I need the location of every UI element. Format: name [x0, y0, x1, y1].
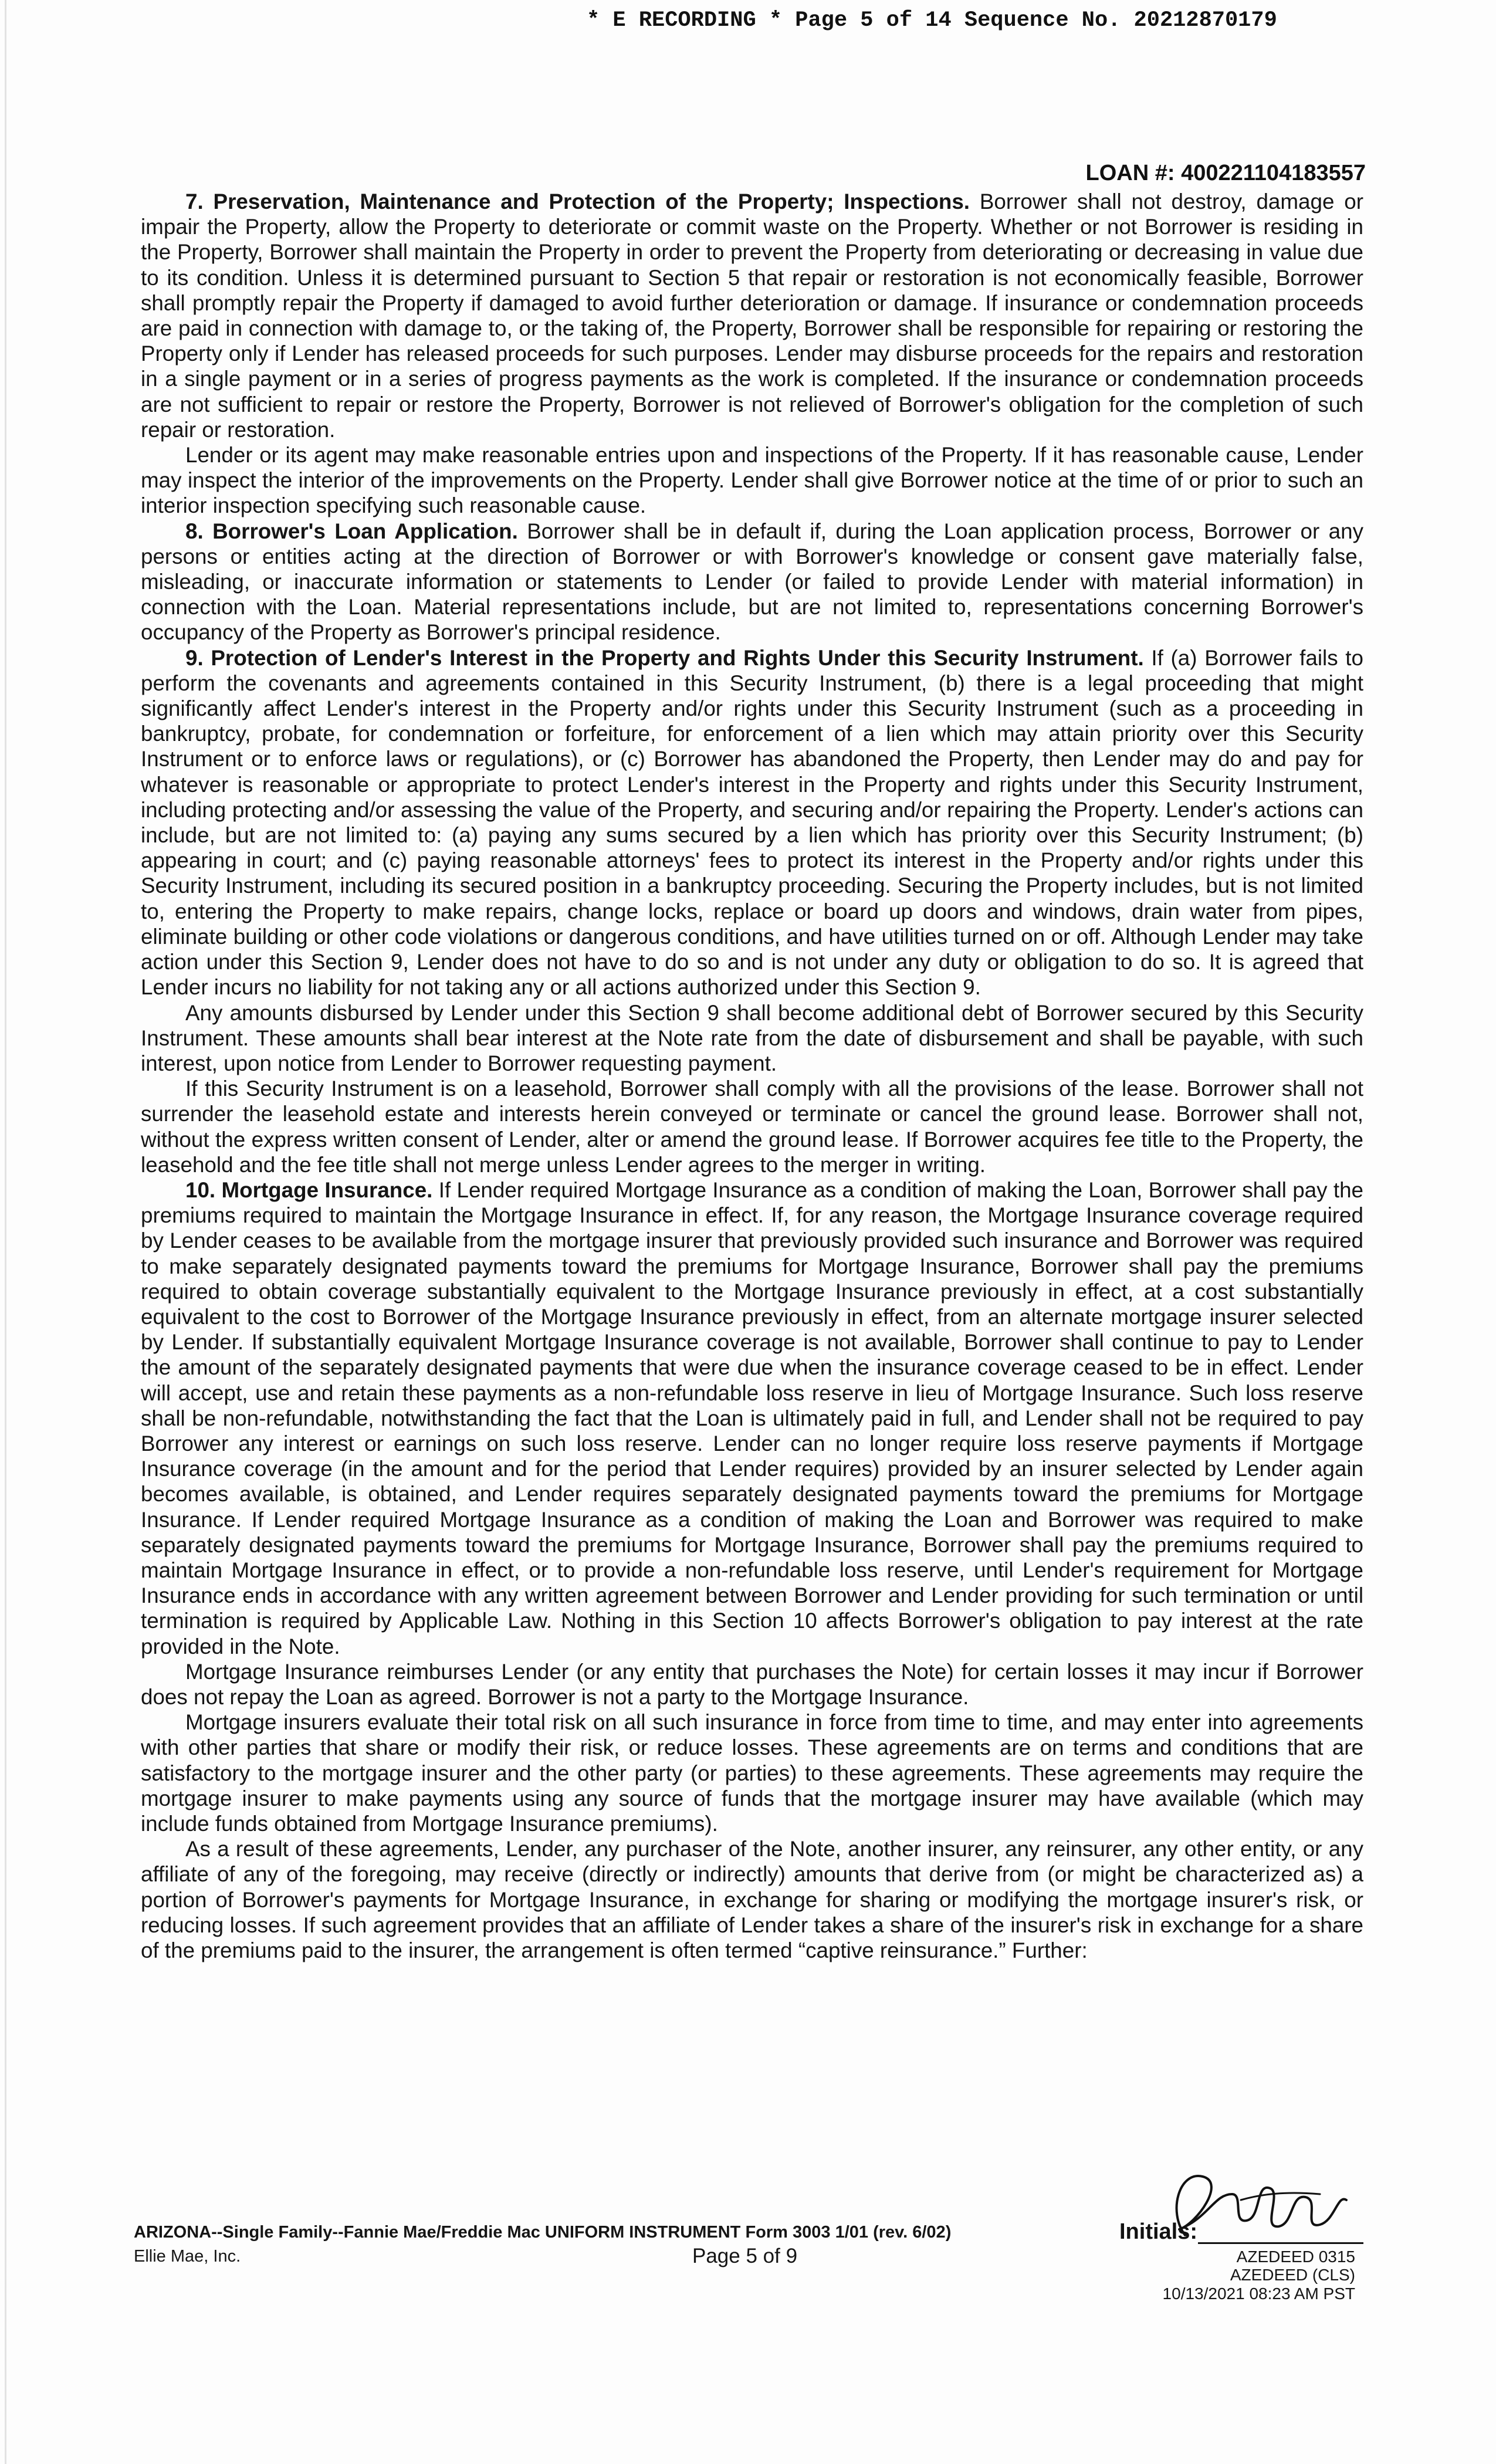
- section-8-paragraph: [141, 519, 1363, 645]
- signature-initials-image: [1144, 2159, 1367, 2247]
- section-9-paragraph-2: Any amounts disbursed by Lender under this Section 9 shall become additional debt of Borrower secured by this Security Instrument. These amounts shall bear interest at the Note rate from the date of disbursement and shall be payable, with such interest, upon notice from Lender to Borrower requesting payment.: [141, 1000, 1363, 1075]
- section-7-paragraph: [141, 189, 1363, 442]
- section-10-paragraph-4: As a result of these agreements, Lender, any purchaser of the Note, another insurer, any reinsurer, any other entity, or any affiliate of any of the foregoing, may receive (directly or indirectly) amounts that derive from (or might be characterized as) a portion of Borrower's payments for Mortgage Insurance, in exchange for sharing or modifying the mortgage insurer's risk, or reducing losses. If such agreement provides that an affiliate of Lender takes a share of the insurer's risk in exchange for a share of the premiums paid to the insurer, the arrangement is often termed “captive reinsurance.” Further:: [141, 1837, 1363, 1963]
- section-9-text: If (a) Borrower fails to perform the covenants and agreements contained in this Security Instrument, (b) there is a legal proceeding that might significantly affect Lender's interest in the Property and/or rights under this Security Instrument (such as a proceeding in bankruptcy, probate, for condemnation or forfeiture, for enforcement of a lien which may attain priority over this Security Instrument or to enforce laws or regulations), or (c) Borrower has abandoned the Property, then Lender may do and pay for whatever is reasonable or appropriate to protect Lender's interest in the Property and rights under this Security Instrument, including protecting and/or assessing the value of the Property, and securing and/or repairing the Property. Lender's actions can include, but are not limited to: (a) paying any sums secured by a lien which has priority over this Security Instrument; (b) appearing in court; and (c) paying reasonable attorneys' fees to protect its interest in the Property and/or rights under this Security Instrument, including its secured position in a bankruptcy proceeding. Securing the Property includes, but is not limited to, entering the Property to make repairs, change locks, replace or board up doors and windows, drain water from pipes, eliminate building or other code violations or dangerous conditions, and have utilities turned on or off. Although Lender may take action under this Section 9, Lender does not have to do so and is not under any duty or obligation to do so. It is agreed that Lender incurs no liability for not taking any or all actions authorized under this Section 9.: [141, 645, 1363, 1000]
- section-10-paragraph-3: Mortgage insurers evaluate their total risk on all such insurance in force from time to time, and may enter into agreements with other parties that share or modify their risk, or reduce losses. These agreements are on terms and conditions that are satisfactory to the mortgage insurer and the other party (or parties) to these agreements. These agreements may require the mortgage insurer to make payments using any source of funds that the mortgage insurer may have available (which may include funds obtained from Mortgage Insurance premiums).: [141, 1710, 1363, 1836]
- initials-label: Initials:: [1119, 2219, 1198, 2244]
- initials-signature-line: [1198, 2242, 1363, 2244]
- section-9-paragraph: [141, 645, 1363, 1000]
- loan-number: LOAN #: 400221104183557: [1085, 161, 1366, 185]
- doc-code-2: AZEDEED (CLS): [1230, 2266, 1355, 2284]
- section-9-heading: 9. Protection of Lender's Interest in the Property and Rights Under this Security Instrument.: [185, 645, 1144, 670]
- section-7-heading: 7. Preservation, Maintenance and Protection of the Property; Inspections.: [185, 189, 970, 214]
- scan-edge-rule: [5, 0, 6, 2464]
- section-10-paragraph-2: Mortgage Insurance reimburses Lender (or any entity that purchases the Note) for certain losses it may incur if Borrower does not repay the Loan as agreed. Borrower is not a party to the Mortgage Insurance.: [141, 1659, 1363, 1709]
- section-10-heading: 10. Mortgage Insurance.: [185, 1177, 433, 1202]
- section-7-text: Borrower shall not destroy, damage or impair the Property, allow the Property to deteriorate or commit waste on the Property. Whether or not Borrower is residing in the Property, Borrower shall maintain the Property in order to prevent the Property from deteriorating or decreasing in value due to its condition. Unless it is determined pursuant to Section 5 that repair or restoration is not economically feasible, Borrower shall promptly repair the Property if damaged to avoid further deterioration or damage. If insurance or condemnation proceeds are paid in connection with damage to, or the taking of, the Property, Borrower shall be responsible for repairing or restoring the Property only if Lender has released proceeds for such purposes. Lender may disburse proceeds for the repairs and restoration in a single payment or in a series of progress payments as the work is completed. If the insurance or condemnation proceeds are not sufficient to repair or restore the Property, Borrower is not relieved of Borrower's obligation for the completion of such repair or restoration.: [141, 189, 1364, 442]
- footer-company: Ellie Mae, Inc.: [134, 2247, 241, 2266]
- footer-form-title: ARIZONA--Single Family--Fannie Mae/Freddie Mac UNIFORM INSTRUMENT Form 3003 1/01 (rev. 6/02): [134, 2223, 952, 2242]
- section-8-heading: 8. Borrower's Loan Application.: [185, 519, 518, 543]
- footer-page-number: Page 5 of 9: [692, 2245, 798, 2267]
- section-10-text: If Lender required Mortgage Insurance as a condition of making the Loan, Borrower shall pay the premiums required to maintain the Mortgage Insurance in effect. If, for any reason, the Mortgage Insurance coverage required by Lender ceases to be available from the mortgage insurer that previously provided such insurance and Borrower was required to make separately designated payments toward the premiums for Mortgage Insurance, Borrower shall pay the premiums required to obtain coverage substantially equivalent to the Mortgage Insurance previously in effect, at a cost substantially equivalent to the cost to Borrower of the Mortgage Insurance previously in effect, from an alternate mortgage insurer selected by Lender. If substantially equivalent Mortgage Insurance coverage is not available, Borrower shall continue to pay to Lender the amount of the separately designated payments that were due when the insurance coverage ceased to be in effect. Lender will accept, use and retain these payments as a non-refundable loss reserve in lieu of Mortgage Insurance. Such loss reserve shall be non-refundable, notwithstanding the fact that the Loan is ultimately paid in full, and Lender shall not be required to pay Borrower any interest or earnings on such loss reserve. Lender can no longer require loss reserve payments if Mortgage Insurance coverage (in the amount and for the period that Lender requires) provided by an insurer selected by Lender again becomes available, is obtained, and Lender requires separately designated payments toward the premiums for Mortgage Insurance. If Lender required Mortgage Insurance as a condition of making the Loan and Borrower was required to make separately designated payments toward the premiums for Mortgage Insurance, Borrower shall pay the premiums required to maintain Mortgage Insurance in effect, or to provide a non-refundable loss reserve, until Lender's requirement for Mortgage Insurance ends in accordance with any written agreement between Borrower and Lender providing for such termination or until termination is required by Applicable Law. Nothing in this Section 10 affects Borrower's obligation to pay interest at the rate provided in the Note.: [141, 1177, 1364, 1659]
- section-8-text: Borrower shall be in default if, during the Loan application process, Borrower or any persons or entities acting at the direction of Borrower or with Borrower's knowledge or consent gave materially false, misleading, or inaccurate information or statements to Lender (or failed to provide Lender with material information) in connection with the Loan. Material representations include, but are not limited to, representations concerning Borrower's occupancy of the Property as Borrower's principal residence.: [141, 519, 1363, 645]
- doc-code-1: AZEDEED 0315: [1236, 2248, 1355, 2266]
- recording-header: * E RECORDING * Page 5 of 14 Sequence No. 20212870179: [587, 8, 1277, 33]
- section-9-paragraph-3: If this Security Instrument is on a leasehold, Borrower shall comply with all the provisions of the lease. Borrower shall not surrender the leasehold estate and interests herein conveyed or terminate or cancel the ground lease. Borrower shall not, without the express written consent of Lender, alter or amend the ground lease. If Borrower acquires fee title to the Property, the leasehold and the fee title shall not merge unless Lender agrees to the merger in writing.: [141, 1077, 1363, 1177]
- section-7-paragraph-2: Lender or its agent may make reasonable entries upon and inspections of the Property. If it has reasonable cause, Lender may inspect the interior of the improvements on the Property. Lender shall give Borrower notice at the time of or prior to such an interior inspection specifying such reasonable cause.: [141, 443, 1363, 518]
- document-body: [141, 189, 1363, 1963]
- timestamp: 10/13/2021 08:23 AM PST: [1162, 2284, 1355, 2303]
- section-10-paragraph: [141, 1177, 1363, 1659]
